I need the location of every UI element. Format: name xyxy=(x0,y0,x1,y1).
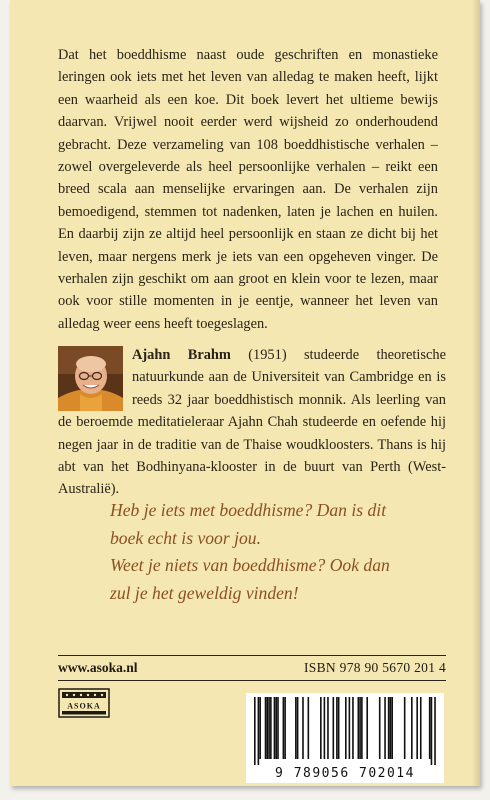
publisher-website: www.asoka.nl xyxy=(58,660,138,675)
footer-divider-bottom xyxy=(58,680,446,681)
author-name: Ajahn Brahm xyxy=(132,347,231,363)
tagline-line: zul je het geweldig vinden! xyxy=(110,582,299,603)
tagline xyxy=(110,497,456,607)
ean-barcode xyxy=(246,693,444,783)
tagline-line: boek echt is voor jou. xyxy=(110,527,261,548)
page-edge-shadow xyxy=(472,0,480,786)
tagline-line: Weet je niets van boeddhisme? Ook dan xyxy=(110,555,390,576)
author-bio xyxy=(58,344,446,501)
barcode-digits: 9 789056 702014 xyxy=(275,766,415,781)
tagline-line: Heb je iets met boeddhisme? Dan is dit xyxy=(110,500,387,520)
publisher-logo-icon xyxy=(58,688,110,718)
footer-divider-top xyxy=(58,655,446,656)
svg-text:ASOKA: ASOKA xyxy=(67,701,101,711)
author-bio-text: (1951) studeerde theoretische natuurkunde aan de Universiteit van Cambridge en is reeds 32 jaar boeddhistisch monnik. Als leerling van de beroemde meditatieleraar Ajahn Chah studeerde en oefende hij negen jaar in de traditie van de Thaise woudkloosters. Thans is hij abt van het Bodhinyana-klooster in de buurt van Perth (West-Australië). xyxy=(58,347,446,498)
book-back-cover xyxy=(10,0,480,786)
barcode-bars xyxy=(254,697,436,765)
blurb-paragraph: Dat het boeddhisme naast oude geschriften en monastieke leringen ook iets met het leven van alledag te maken heeft, lijkt een waarheid als een koe. Dit boek levert het ultieme bewijs daarvan. Vrijwel nooit eerder werd wijsheid zo onderhoudend gebracht. Deze verzameling van 108 boeddhistische verhalen – zowel overgeleverde als heel persoonlijke verhalen – reikt een breed scala aan menselijke ervaringen aan. De verhalen zijn bemoedigend, stemmen tot nadenken, laten je lachen en huilen. En daarbij zijn ze altijd heel persoonlijk en staan ze dicht bij het leven, maar nergens merk je iets van een opgeheven vinger. De verhalen zijn geschikt om aan groot en klein voor te lezen, maar ook voor stille momenten in je eentje, wanneer het leven van alledag weer eens heeft toegeslagen. xyxy=(58,47,438,332)
isbn-number: ISBN 978 90 5670 201 4 xyxy=(304,660,446,675)
